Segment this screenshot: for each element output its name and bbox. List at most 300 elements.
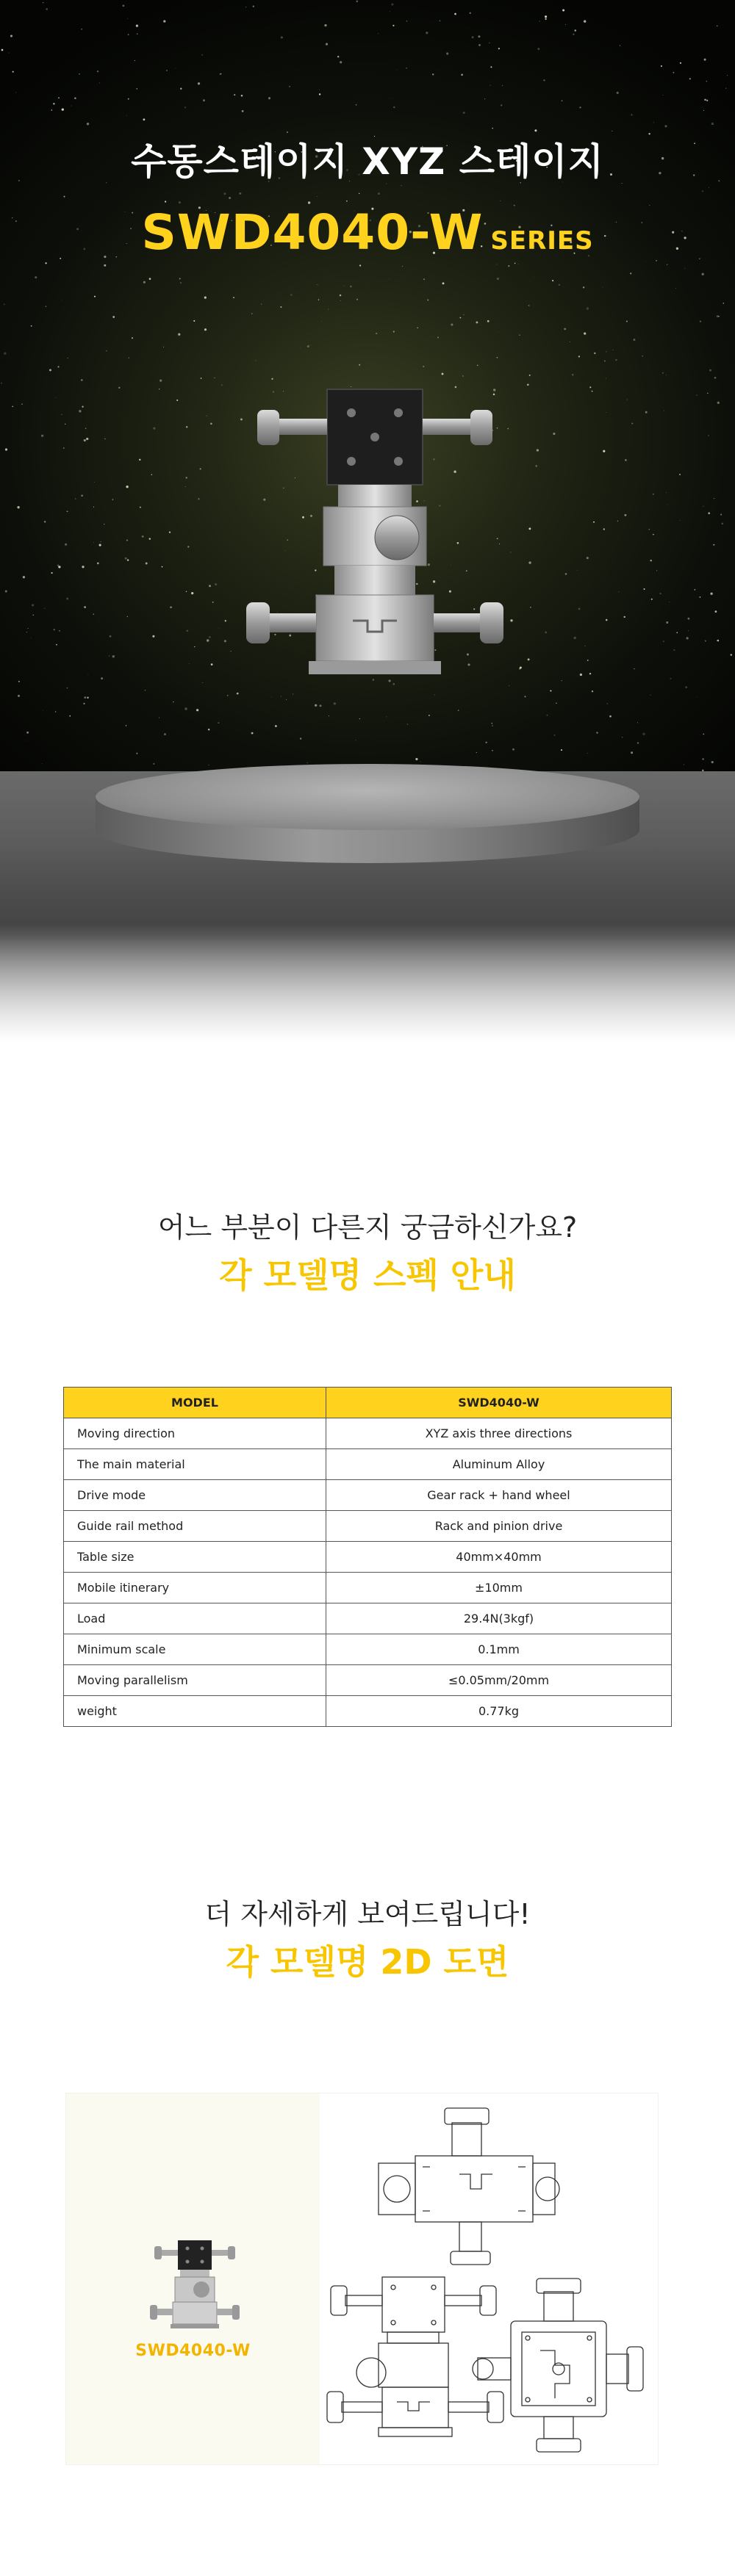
star — [589, 386, 591, 388]
spec-header-label: MODEL — [64, 1388, 326, 1418]
star — [717, 25, 718, 26]
star — [604, 361, 606, 362]
star — [446, 52, 448, 54]
star — [528, 561, 531, 563]
star — [208, 729, 209, 730]
star — [21, 403, 23, 405]
star — [280, 306, 282, 308]
star — [528, 658, 530, 660]
star — [578, 356, 580, 357]
star — [653, 534, 654, 535]
star — [126, 486, 128, 488]
star — [498, 48, 500, 49]
star — [707, 393, 709, 394]
star — [65, 423, 66, 425]
star — [261, 303, 262, 304]
star — [143, 281, 146, 284]
star — [650, 560, 652, 562]
star — [337, 56, 340, 58]
star — [406, 68, 407, 69]
star — [630, 273, 631, 274]
star — [587, 660, 589, 661]
star — [578, 607, 581, 610]
star — [663, 641, 664, 642]
star — [61, 414, 62, 415]
spec-table — [63, 1387, 672, 1727]
star — [23, 576, 25, 578]
star — [79, 410, 81, 412]
star — [704, 59, 706, 61]
star — [169, 531, 171, 533]
star — [587, 307, 589, 309]
star — [596, 732, 598, 733]
star — [153, 427, 155, 430]
star — [153, 763, 154, 765]
star — [656, 570, 657, 571]
star — [477, 365, 478, 367]
star — [165, 201, 166, 202]
star — [556, 702, 557, 704]
star — [676, 632, 678, 634]
star — [502, 85, 503, 86]
star — [559, 284, 560, 286]
star — [317, 196, 318, 197]
spec-value: 0.77kg — [326, 1696, 672, 1727]
star — [476, 752, 477, 753]
star — [178, 333, 180, 336]
star — [519, 335, 520, 336]
star — [696, 394, 698, 396]
star — [221, 384, 223, 386]
spec-label: Moving parallelism — [64, 1665, 326, 1696]
spec-label: Mobile itinerary — [64, 1573, 326, 1603]
star — [688, 630, 689, 631]
star — [717, 402, 720, 404]
star — [545, 18, 546, 20]
top-view-drawing — [473, 2279, 643, 2452]
star — [501, 104, 502, 106]
star — [340, 295, 342, 297]
star — [702, 273, 704, 275]
star — [673, 72, 674, 73]
star — [18, 681, 20, 682]
star — [606, 619, 608, 621]
star — [54, 629, 55, 630]
star — [492, 128, 493, 129]
star — [212, 602, 214, 603]
star — [127, 18, 128, 19]
star — [149, 278, 151, 280]
table-row — [64, 1665, 672, 1696]
spec-label: Drive mode — [64, 1480, 326, 1511]
spec-value: Gear rack + hand wheel — [326, 1480, 672, 1511]
star — [319, 93, 320, 95]
star — [359, 193, 360, 195]
star — [423, 278, 425, 280]
star — [397, 70, 398, 71]
star — [162, 566, 163, 568]
star — [442, 282, 445, 284]
star — [592, 690, 593, 692]
star — [356, 104, 357, 106]
star — [617, 92, 619, 94]
star — [565, 573, 567, 575]
star — [242, 110, 244, 112]
star — [94, 296, 96, 297]
star — [67, 688, 68, 689]
star — [350, 286, 352, 288]
spec-value: ±10mm — [326, 1573, 672, 1603]
star — [703, 506, 704, 507]
star — [67, 510, 68, 512]
star — [194, 646, 195, 647]
star — [529, 375, 531, 376]
star — [634, 668, 635, 670]
star — [268, 97, 270, 99]
star — [562, 100, 563, 101]
star — [497, 357, 498, 358]
star — [12, 71, 14, 73]
star — [685, 686, 687, 688]
star — [562, 10, 564, 12]
star — [63, 447, 65, 449]
mini-product-image — [147, 2237, 243, 2336]
star — [615, 359, 617, 361]
star — [463, 112, 465, 114]
star — [496, 264, 497, 265]
star — [82, 406, 83, 408]
hero-model-name — [0, 204, 735, 261]
star — [688, 618, 690, 620]
star — [126, 115, 127, 116]
star — [561, 749, 562, 751]
star — [679, 474, 681, 475]
star — [87, 123, 89, 125]
star — [97, 563, 99, 565]
star — [186, 477, 187, 478]
star — [5, 448, 7, 450]
star — [99, 82, 100, 83]
star — [300, 737, 301, 739]
star — [572, 374, 574, 376]
star — [722, 523, 723, 524]
star — [717, 640, 719, 642]
star — [603, 528, 605, 530]
star — [579, 107, 581, 108]
star — [432, 73, 434, 76]
star — [70, 715, 71, 717]
star — [118, 387, 120, 389]
star — [65, 544, 67, 546]
2d-technical-drawing — [320, 2093, 658, 2464]
star — [4, 304, 5, 306]
spec-label: The main material — [64, 1449, 326, 1480]
star — [202, 682, 203, 683]
star — [376, 333, 377, 334]
star — [152, 635, 154, 638]
star — [565, 24, 566, 25]
star — [715, 610, 717, 613]
star — [426, 32, 428, 34]
star — [666, 492, 667, 493]
star — [1, 383, 2, 384]
star — [527, 383, 529, 386]
star — [514, 263, 515, 264]
star — [187, 629, 189, 632]
star — [378, 192, 380, 195]
star — [637, 742, 639, 743]
star — [57, 366, 59, 367]
star — [392, 25, 394, 26]
star — [696, 696, 697, 697]
table-row — [64, 1542, 672, 1573]
star — [159, 380, 162, 382]
star — [84, 606, 86, 608]
star — [94, 482, 95, 483]
star — [82, 566, 84, 568]
star — [12, 406, 13, 408]
star — [717, 315, 719, 317]
spec-value: 40mm×40mm — [326, 1542, 672, 1573]
star — [478, 35, 480, 37]
star — [218, 722, 219, 724]
star — [289, 86, 290, 87]
star — [714, 377, 717, 379]
star — [706, 81, 707, 82]
spec-value: Rack and pinion drive — [326, 1511, 672, 1542]
star — [84, 703, 85, 704]
star — [220, 73, 221, 75]
star — [179, 278, 181, 279]
star — [125, 558, 127, 560]
star — [164, 733, 166, 735]
hero-model-suffix: SERIES — [490, 226, 594, 256]
star — [234, 94, 235, 95]
star — [574, 637, 576, 639]
spec-subtitle: 어느 부분이 다른지 궁금하신가요? — [157, 1211, 578, 1244]
star — [57, 565, 59, 566]
star — [180, 282, 182, 284]
star — [218, 628, 219, 629]
star — [651, 599, 653, 600]
star — [209, 585, 211, 587]
star — [239, 192, 241, 195]
star — [255, 360, 257, 361]
star — [645, 411, 648, 414]
star — [186, 426, 187, 427]
star — [583, 286, 584, 288]
star — [664, 125, 667, 127]
star — [49, 369, 51, 371]
star — [584, 20, 586, 22]
star — [56, 644, 57, 646]
star — [393, 107, 395, 108]
star — [251, 313, 253, 314]
star — [705, 641, 706, 642]
star — [56, 397, 57, 398]
star — [359, 364, 360, 366]
star — [15, 92, 16, 93]
star — [93, 507, 94, 508]
star — [711, 123, 714, 125]
star — [88, 674, 89, 675]
table-row — [64, 1418, 672, 1449]
star — [673, 649, 675, 651]
star — [106, 350, 107, 352]
star — [64, 196, 65, 198]
star — [281, 36, 283, 38]
drawing-model-thumbnail-area — [66, 2093, 320, 2464]
star — [241, 95, 243, 97]
star — [695, 589, 696, 591]
star — [26, 732, 29, 734]
table-row — [64, 1480, 672, 1511]
pedestal-top — [96, 764, 639, 830]
star — [127, 559, 129, 560]
drawing-heading: 각 모델명 2D 도면 — [226, 1942, 509, 1982]
star — [62, 108, 64, 110]
star — [209, 636, 211, 638]
star — [451, 323, 453, 325]
star — [539, 21, 540, 22]
star — [552, 280, 553, 281]
star — [460, 317, 462, 319]
star — [136, 24, 138, 26]
star — [340, 300, 341, 301]
star — [324, 24, 326, 26]
star — [427, 300, 429, 301]
star — [553, 735, 555, 736]
star — [415, 758, 417, 760]
star — [46, 306, 47, 307]
star — [81, 495, 83, 497]
star — [603, 450, 605, 452]
star — [163, 20, 165, 22]
star — [204, 328, 207, 331]
spec-label: Moving direction — [64, 1418, 326, 1449]
table-row — [64, 1573, 672, 1603]
star — [53, 103, 55, 105]
star — [497, 278, 499, 280]
star — [624, 514, 626, 516]
spec-label: Load — [64, 1603, 326, 1634]
star — [684, 268, 685, 269]
star — [99, 544, 101, 546]
star — [609, 715, 612, 718]
star — [81, 379, 83, 381]
star — [689, 78, 691, 79]
front-view-drawing — [327, 2277, 503, 2436]
star — [74, 97, 76, 99]
star — [140, 507, 141, 508]
star — [649, 529, 650, 530]
star — [142, 535, 144, 538]
star — [145, 690, 146, 691]
star — [564, 328, 566, 331]
star — [51, 109, 53, 111]
star — [708, 512, 710, 514]
star — [185, 486, 186, 487]
star — [476, 321, 478, 323]
star — [233, 297, 234, 298]
spec-value: Aluminum Alloy — [326, 1449, 672, 1480]
star — [631, 114, 632, 115]
star — [545, 632, 547, 634]
star — [661, 65, 662, 67]
star — [461, 73, 463, 76]
side-view-drawing — [379, 2108, 559, 2265]
star — [528, 527, 531, 530]
star — [44, 521, 46, 522]
drawing-panel — [66, 2093, 658, 2464]
spec-header-value: SWD4040-W — [326, 1388, 672, 1418]
star — [143, 118, 146, 120]
star — [401, 185, 402, 186]
star — [109, 656, 110, 657]
star — [487, 320, 490, 322]
star — [318, 299, 320, 300]
star — [680, 62, 681, 64]
star — [702, 758, 703, 760]
xyz-stage-product-image — [228, 367, 522, 735]
star — [184, 107, 186, 108]
star — [200, 468, 201, 469]
star — [706, 100, 708, 101]
spec-value: ≤0.05mm/20mm — [326, 1665, 672, 1696]
star — [662, 372, 664, 374]
star — [112, 316, 115, 318]
star — [35, 276, 37, 278]
star — [356, 299, 358, 300]
star — [66, 598, 68, 600]
star — [631, 751, 633, 754]
star — [93, 613, 95, 615]
star — [210, 422, 212, 425]
star — [186, 591, 187, 592]
star — [198, 498, 199, 499]
star — [631, 422, 633, 424]
star — [431, 336, 432, 337]
star — [326, 43, 328, 46]
star — [93, 542, 94, 543]
table-row — [64, 1696, 672, 1727]
star — [45, 262, 46, 264]
star — [389, 278, 390, 279]
star — [546, 715, 548, 716]
star — [46, 8, 48, 10]
star — [592, 391, 593, 392]
star — [587, 557, 589, 559]
star — [624, 616, 625, 618]
star — [149, 538, 151, 539]
star — [703, 110, 704, 111]
star — [196, 709, 198, 711]
star — [55, 711, 56, 712]
star — [731, 654, 733, 656]
star — [406, 21, 408, 22]
drawing-model-label: SWD4040-W — [135, 2342, 251, 2360]
star — [359, 264, 361, 266]
star — [634, 339, 636, 341]
spec-table-header-row — [64, 1388, 672, 1418]
star — [575, 29, 577, 32]
hero-banner — [0, 0, 735, 1043]
star — [112, 655, 115, 657]
star — [620, 45, 621, 46]
star — [225, 620, 226, 621]
star — [5, 591, 7, 593]
star — [59, 630, 60, 632]
